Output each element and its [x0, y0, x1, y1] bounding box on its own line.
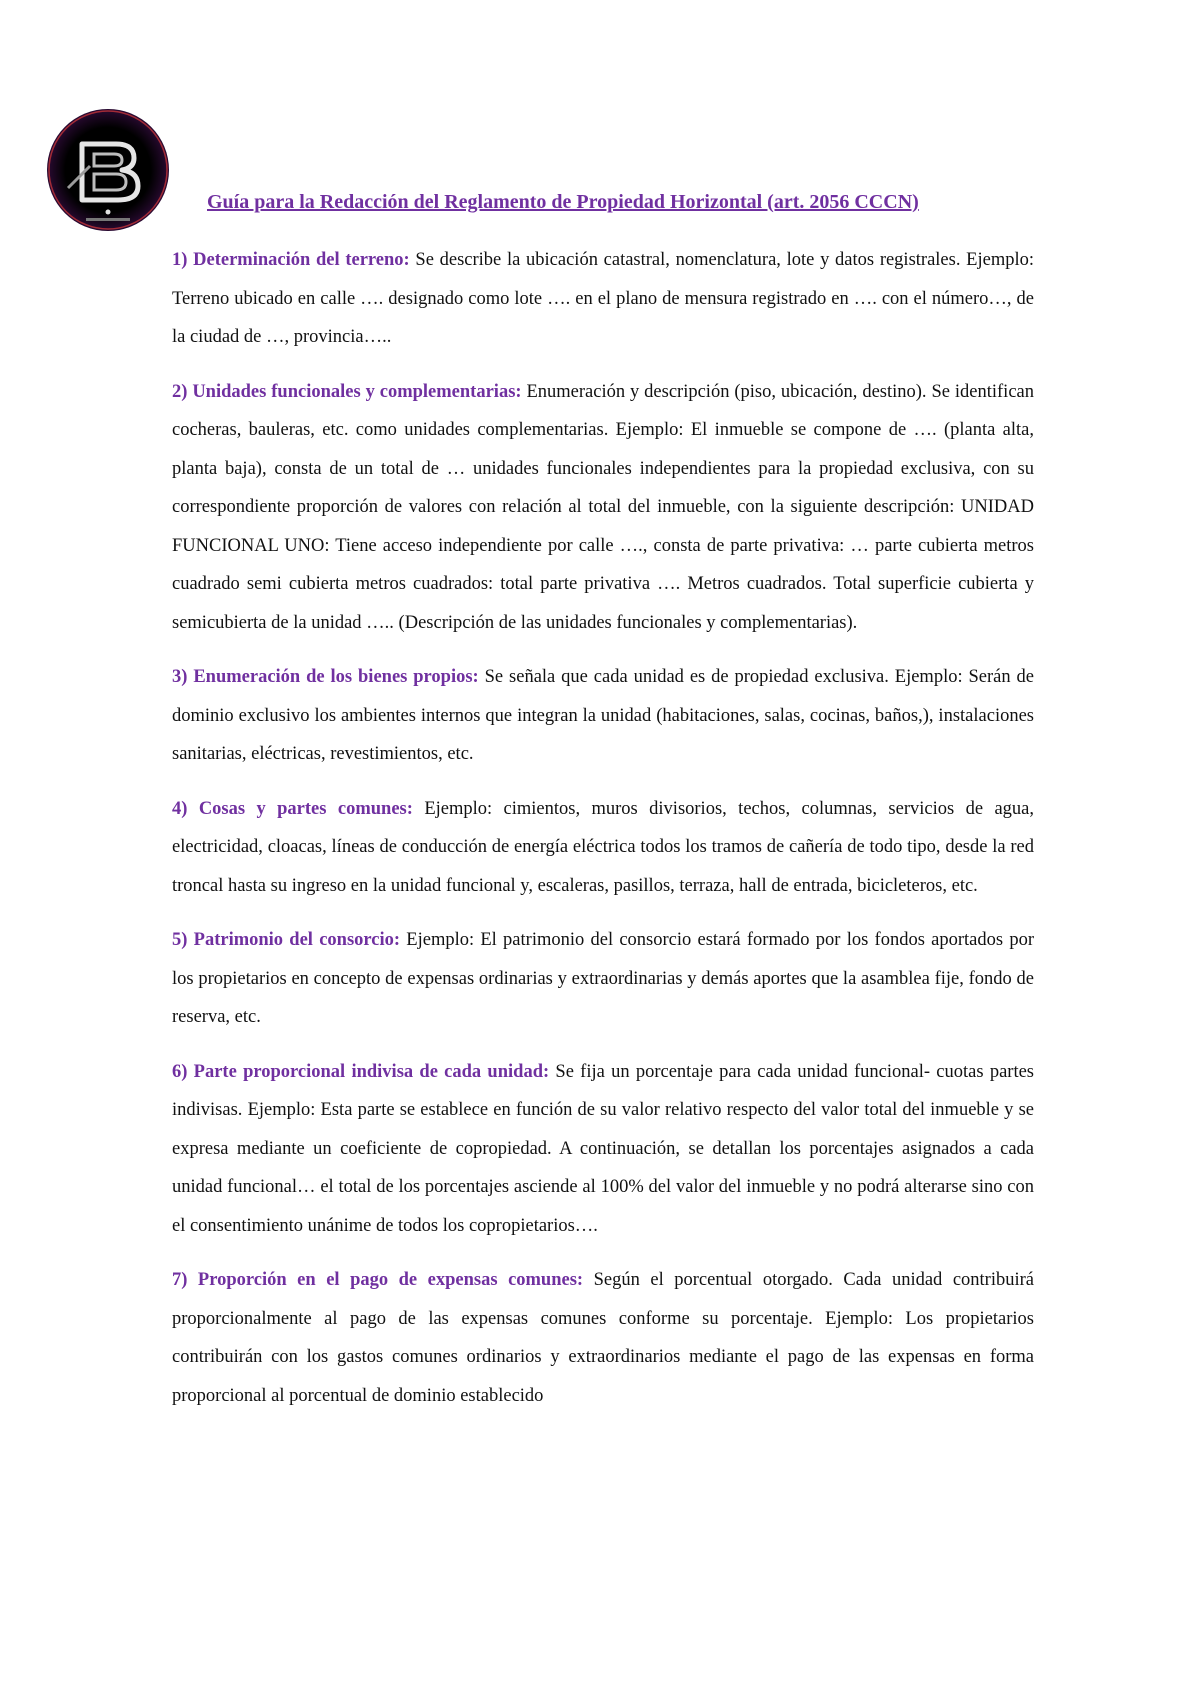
section-heading: 2) Unidades funcionales y complementarias:	[172, 381, 522, 402]
section-heading: 6) Parte proporcional indivisa de cada unidad:	[172, 1061, 550, 1082]
section-heading: 7) Proporción en el pago de expensas comunes:	[172, 1270, 584, 1290]
section-expensas	[172, 1261, 1034, 1415]
bd-monogram-logo-icon	[46, 108, 170, 232]
section-partes-comunes	[172, 790, 1034, 906]
section-heading: 5) Patrimonio del consorcio:	[172, 930, 401, 950]
section-body: Ejemplo: cimientos, muros divisorios, techos, columnas, servicios de agua, electricidad, cloacas, líneas de conducción de energía eléctrica todos los tramos de cañería de todo tipo, desde la red troncal hasta su ingreso en la unidad funcional y, escaleras, pasillos, terraza, hall de entrada, bicicleteros, etc.	[172, 798, 1034, 896]
document-body	[172, 241, 1034, 1431]
section-body: Según el porcentual otorgado. Cada unidad contribuirá proporcionalmente al pago de las expensas comunes conforme su porcentaje. Ejemplo: Los propietarios contribuirán con los gastos comunes ordinarios y extraordinarios mediante el pago de las expensas en forma proporcional al porcentual de dominio establecido	[172, 1270, 1034, 1406]
section-body: Ejemplo: El patrimonio del consorcio estará formado por los fondos aportados por los propietarios en concepto de expensas ordinarias y extraordinarias y demás aportes que la asamblea fije, fondo de reserva, etc.	[172, 930, 1034, 1027]
section-body: Se señala que cada unidad es de propiedad exclusiva. Ejemplo: Serán de dominio exclusivo los ambientes internos que integran la unidad (habitaciones, salas, cocinas, baños,), instalaciones sanitarias, eléctricas, revestimientos, etc.	[172, 667, 1034, 764]
section-terreno	[172, 241, 1034, 357]
section-body: Se fija un porcentaje para cada unidad funcional- cuotas partes indivisas. Ejemplo: Esta parte se establece en función de su valor relativo respecto del valor total del inmueble y se expresa mediante un coeficiente de copropiedad. A continuación, se detallan los porcentajes asignados a cada unidad funcional… el total de los porcentajes asciende al 100% del valor del inmueble y no podrá alterarse sino con el consentimiento unánime de todos los copropietarios….	[172, 1061, 1034, 1236]
section-body: Enumeración y descripción (piso, ubicación, destino). Se identifican cocheras, bauleras, etc. como unidades complementarias. Ejemplo: El inmueble se compone de …. (planta alta, planta baja), consta de un total de … unidades funcionales independientes para la propiedad exclusiva, con su correspondiente proporción de valores con relación al total del inmueble, con la siguiente descripción: UNIDAD FUNCIONAL UNO: Tiene acceso independiente por calle …., consta de parte privativa: … parte cubierta metros cuadrado semi cubierta metros cuadrados: total parte privativa …. Metros cuadrados. Total superficie cubierta y semicubierta de la unidad ….. (Descripción de las unidades funcionales y complementarias).	[172, 381, 1034, 633]
section-heading: 3) Enumeración de los bienes propios:	[172, 667, 479, 687]
section-heading: 4) Cosas y partes comunes:	[172, 798, 413, 819]
section-heading: 1) Determinación del terreno:	[172, 250, 410, 270]
section-patrimonio	[172, 921, 1034, 1037]
section-body: Se describe la ubicación catastral, nomenclatura, lote y datos registrales. Ejemplo: Terreno ubicado en calle …. designado como lote …. en el plano de mensura registrado en …. con el número…, de la ciudad de …, provincia…..	[172, 250, 1034, 347]
section-unidades-funcionales	[172, 373, 1034, 643]
section-bienes-propios	[172, 658, 1034, 774]
section-parte-indivisa	[172, 1053, 1034, 1246]
document-title: Guía para la Redacción del Reglamento de Propiedad Horizontal (art. 2056 CCCN)	[207, 191, 919, 213]
